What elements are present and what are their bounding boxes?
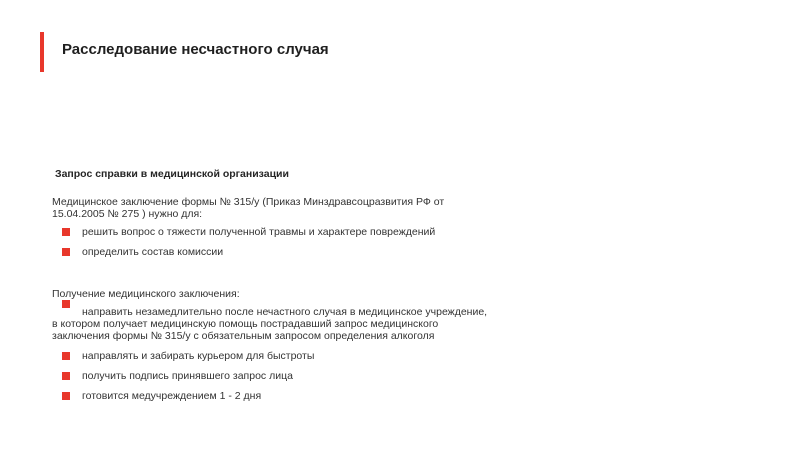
bullet-square-icon bbox=[62, 248, 70, 256]
receipt-paragraph: Получение медицинского заключения: bbox=[52, 288, 240, 300]
intro-paragraph bbox=[52, 196, 552, 220]
slide-content bbox=[52, 168, 552, 410]
bullet-square-icon bbox=[62, 372, 70, 380]
title-accent-bar bbox=[40, 32, 44, 72]
list-item bbox=[52, 370, 552, 382]
list-item bbox=[52, 390, 552, 402]
bullet-text: получить подпись принявшего запрос лица bbox=[82, 370, 293, 382]
slide-title: Расследование несчастного случая bbox=[62, 41, 329, 58]
bullet-square-icon bbox=[62, 300, 70, 308]
bullet-text: готовится медучреждением 1 - 2 дня bbox=[82, 390, 262, 402]
bullet-text-line-3: заключения формы № 315/у с обязательным запросом определения алкоголя bbox=[52, 330, 435, 342]
bullet-square-icon bbox=[62, 352, 70, 360]
list-item bbox=[52, 226, 552, 238]
bullet-text: определить состав комиссии bbox=[82, 246, 224, 258]
bullet-text-line-2: в котором получает медицинскую помощь пострадавший запрос медицинского bbox=[52, 318, 439, 330]
bullet-text: направлять и забирать курьером для быстроты bbox=[82, 350, 315, 362]
list-item bbox=[52, 246, 552, 258]
intro-line-2: 15.04.2005 № 275 ) нужно для: bbox=[52, 208, 203, 220]
intro-line-1: Медицинское заключение формы № 315/у (Приказ Минздравсоцразвития РФ от bbox=[52, 196, 445, 208]
bullet-square-icon bbox=[62, 228, 70, 236]
bullet-text-line-1: направить незамедлительно после нечастного случая в медицинское учреждение, bbox=[82, 306, 488, 318]
bullet-text: решить вопрос о тяжести полученной травмы и характере повреждений bbox=[82, 226, 436, 238]
section-subheading: Запрос справки в медицинской организации bbox=[55, 168, 289, 180]
bullet-square-icon bbox=[62, 392, 70, 400]
list-item bbox=[52, 350, 552, 362]
list-item bbox=[52, 306, 552, 342]
